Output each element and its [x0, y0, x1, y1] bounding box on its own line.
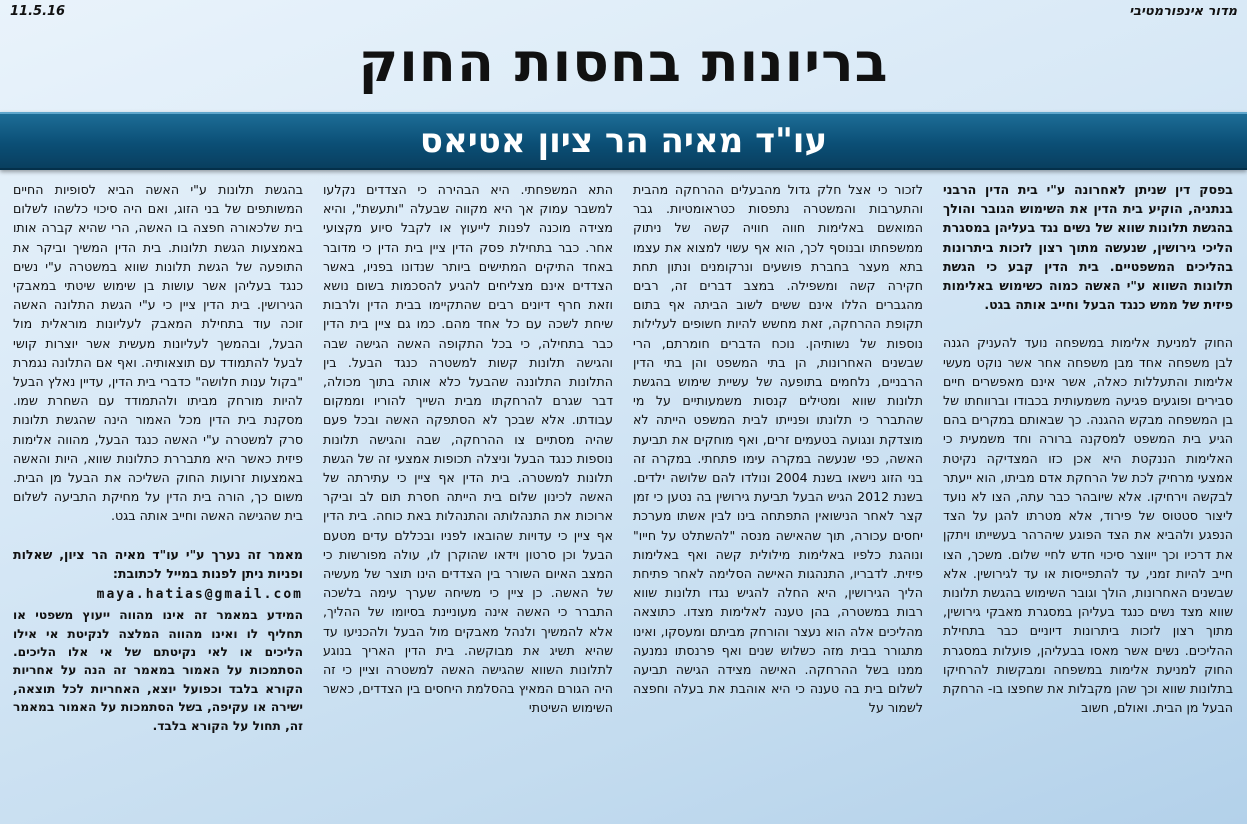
page-header: [0, 0, 1247, 22]
issue-date: 11.5.16: [10, 3, 66, 19]
column-3-text: התא המשפחתי. היא הבהירה כי הצדדים נקלעו למשבר עמוק אך היא מקווה שבעלה "ותעשת", והיא מצידה מוכנה לפנות לייעוץ או לקבל סיוע מקצועי אחר. כבר בתחילת פסק הדין ציין בית הדין כי מדובר באחד התיקים המתישים ביותר שנדונו בפניו, באשר הצדדים אינם מצליחים להגיע להסכמות בשום נושא וזאת חרף דיונים רבים שהתקיימו בבית הדין ולרבות שיחת לשכה עם כל אחד מהם. כמו גם ציין בית הדין כבר בתחילה, כי בכל התקופה האשה הגישה שבה והגישה תלונות קשות למשטרה כנגד הבעל. בין התלונות התלוננה שהבעל כלא אותה בתוך מכולה, דבר שגרם להרחקתו מבית השייך להוריו וממקום עבודתו. אלא שבכך לא הסתפקה האשה ובכל פעם שהיה מסתיים צו ההרחקה, שבה והגישה תלונות נוספות כנגד הבעל וניצלה תכופות אמצעי זה של הגשת תלונות למשטרה. בית הדין אף ציין כי עתירתה של האשה לכינון שלום בית הייתה חסרת תום לב וביקר ארוכות את התנהלותה והתנהלות באת כוחה. בית הדין אף ציין כי עדויות שהובאו לפניו ובכללם עדים מטעם הבעל וכן סרטון וידאו שהוקרן לו, עולה מפורשות כי המצב האיום השורר בין הצדדים הינו תוצר של מעשיה של האשה. כן ציין כי משיחה שערך עימה בלשכה התברר כי האשה אינה מעוניינת בסיומו של ההליך, אלא להמשיך ולנהל מאבקים מול הבעל ולהכניעו עד שהיא תשיג את מבוקשה. בית הדין האריך בנוגע לתלונות השווא שהגישה האשה למשטרה וציין כי זה היה הגורם המאיץ בהסלמת היחסים בין הצדדים, כאשר השימוש השיטתי: [323, 182, 613, 716]
column-3: [323, 180, 613, 816]
column-1-text: החוק למניעת אלימות במשפחה נועד להעניק הגנה לבן משפחה אחד מבן משפחה אחר אשר נוקט מעשי אלימות והתעללות כאלה, אשר אינם מאפשרים חיים סבירים ופוגעים פגיעה משמעותית בכבודו וברווחתו של בן המשפחה מבקש ההגנה. כך שבאותם במקרים בהם הגיע בית המשפט למסקנה ברורה וחד משמעית כי האלימות הננקטת היא אכן כזו המצדיקה נקיטת אמצעי מרחיק לכת של הרחקת אדם מביתו, הוא ייעתר לבקשה וירחיקו. אלא שיובהר כבר עתה, הצו לא נועד ליצור סטטוס של פירוד, אלא מטרתו להגן על הצד הנפגע ולהביא את הצד הפוגע שיהרהר בעשייתו ויתקן את דרכיו וכך ייווצר סיכוי חדש לחיי שלום. משכך, הצו חייב להיות זמני, עד להתפייסות או עד לגירושין. אלא שבשנים האחרונות, הולך וגובר השימוש בהגשת תלונות שווא מצד נשים כנגד בעליהן במסגרת מאבקי גירושין, מתוך רצון לזכות ביתרונות דיוניים כבר בתחילת ההליכים. נשים אשר מאסו בבעליהן, פועלות במסגרת החוק למניעת אלימות במשפחה ומבקשות להרחיקו בתלונות שווא וכך שהן מקבלות את שחפצו בו- הרחקת הבעל מן הבית. ואולם, חשוב: [943, 335, 1233, 716]
column-2-text: לזכור כי אצל חלק גדול מהבעלים ההרחקה מהבית והתערבות והמשטרה נתפסות כטראומטיות. גבר המואשם באלימות חווה חוויה קשה של ניתוק ממשפחתו ובנוסף לכך, הוא אף עשוי למצוא את עצמו בתא מעצר בחברת פושעים ונרקומנים ונתון תחת חקירה קשה ומשפילה. במצב דברים זה, רבים מהגברים הללו אינם ששים לשוב הביתה אף בתום תקופת ההרחקה, זאת מחשש להיות חשופים לעלילות נוספות של נשותיהן. נוכח הדברים חומרתם, הרי שבשנים האחרונות, הן בתי המשפט והן בתי הדין הרבניים, נלחמים בתופעה של עשיית שימוש בהגשת תלונות שווא ומטילים קנסות משמעותיים על מי שהתברר כי תלונתו ופנייתו לבית המשפט הייתה לא מוצדקת ונגועה בטעמים זרים, ואף מוחקים את תביעת האשה, כפי שנעשה במקרה עימו פתחתי. במקרה זה בני הזוג נישאו בשנת 2004 ונולדו להם שלושה ילדים. בשנת 2012 הגיש הבעל תביעת גירושין בה נטען כי זמן קצר לאחר הנישואין התפתחה בינו לבין אשתו מערכת יחסים עכורה, תוך שהאישה מנסה "להשתלט על חייו" ונוהגת כלפיו באלימות מילולית קשה ואף באלימות פיזית. לדבריו, התנהגות האישה הסלימה לאחר פתיחת הליך הגירושין, היא החלה להגיש נגדו תלונות שווא רבות במשטרה, בהן טענה לאלימות מצדו. כתוצאה מהליכים אלה הוא נעצר והורחק מביתם ומעסקו, ואינו מתגורר בבית מזה כשלוש שנים ואף פרנסתו נמנעה ממנו בשל ההרחקה. האישה מצידה הגישה תביעה לשלום בית בה טענה כי היא אוהבת את בעלה וחפצה לשמור על: [633, 182, 923, 716]
article-headline: בריונות בחסות החוק: [358, 31, 889, 94]
column-2: [633, 180, 923, 816]
column-4: [13, 180, 303, 816]
article-columns: [13, 180, 1233, 816]
column-1: [943, 180, 1233, 816]
section-label: מדור אינפורמטיבי: [1129, 3, 1237, 19]
lead-paragraph: בפסק דין שניתן לאחרונה ע"י בית הדין הרבני בנתניה, הוקיע בית הדין את השימוש הגובר והולך בהגשת תלונות שווא של נשים נגד בעליהן במסגרת הליכי גירושין, שנעשה מתוך רצון לזכות ביתרונות בהליכים המשפטיים. בית הדין קבע כי הגשת תלונות השווא ע"י האשה כמוה כשימוש באלימות פיזית של ממש כנגד הבעל וחייב אותה בגט.: [943, 182, 1233, 313]
author-contact-note: מאמר זה נערך ע"י עו"ד מאיה הר ציון, שאלות ופניות ניתן לפנות במייל לכתובת:: [13, 546, 303, 581]
byline-bar: [0, 112, 1247, 170]
legal-disclaimer: המידע במאמר זה אינו מהווה ייעוץ משפטי או תחליף לו ואינו מהווה המלצה לנקיטת אי אילו הליכים או לאי נקיטתם של אי אלו הליכים. הסתמכות על האמור במאמר זה הנה על אחריות הקורא בלבד וכפועל יוצא, האחריות לכל תוצאה, ישירה או עקיפה, בשל הסתמכות על האמור במאמר זה, תחול על הקורא בלבד.: [13, 608, 303, 733]
author-byline: עו"ד מאיה הר ציון אטיאס: [419, 121, 828, 161]
author-email: maya.hatias@gmail.com: [96, 587, 303, 603]
column-4-text: בהגשת תלונות ע"י האשה הביא לסופיות החיים המשותפים של בני הזוג, ואם היה סיכוי כלשהו לשלום בית שלכאורה חפצה בו האשה, הרי שהיא קברה אותו באמצעות הגשת תלונות. בית הדין המשיך וביקר את התופעה של הגשת תלונות שווא במשטרה ע"י נשים כנגד בעליהן אשר עושות בן שימוש שיטתי במאבקי הגירושין. בית הדין ציין כי ע"י הגשת התלונה האשה זוכה עוד בתחילת המאבק לעליונות מוראלית מול הבעל, ובהמשך לעליונות מעשית אשר יוצרות קושי לבעל להתמודד עם תוצאותיה. ואף אם התלונה נגמרת "בקול ענות חלושה" כדברי בית הדין, עדיין נאלץ הבעל להיות מורחק מביתו ולהתמודד עם השחרת שמו. מסקנת בית הדין מכל האמור הינה שהגשת תלונות סרק למשטרה ע"י האשה כנגד הבעל, מהווה אלימות פיזית כאשר היא מתבררת כתלונות שווא, היות והאשה באמצעות זרועות החוק השליכה את הבעל מן הבית. משום כך, הורה בית הדין על מחיקת התביעה לשלום בית שהגישה האשה וחייב אותה בגט.: [13, 182, 303, 524]
